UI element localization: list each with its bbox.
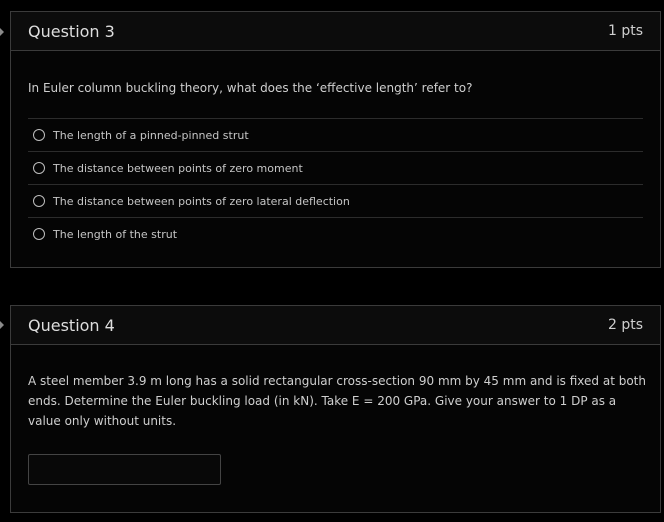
question-4-points: 2 pts: [607, 317, 643, 333]
radio-button[interactable]: [33, 162, 45, 174]
radio-button[interactable]: [33, 228, 45, 240]
question-3-text: In Euler column buckling theory, what does the ‘effective length’ refer to?: [28, 81, 473, 95]
answer-option-label: The length of a pinned-pinned strut: [53, 128, 249, 142]
answer-input[interactable]: [28, 454, 221, 485]
answer-option-3[interactable]: [28, 184, 643, 217]
question-4-text-line: value only without units.: [28, 414, 177, 428]
question-3-answers: [28, 118, 643, 250]
question-4-text-line: ends. Determine the Euler buckling load (in kN). Take E = 200 GPa. Give your answer to 1 DP as a: [28, 394, 617, 408]
answer-option-label: The length of the strut: [53, 227, 178, 241]
question-3-points: 1 pts: [607, 23, 643, 39]
answer-option-label: The distance between points of zero moment: [53, 161, 303, 175]
question-3-marker-icon: [0, 28, 4, 36]
radio-button[interactable]: [33, 129, 45, 141]
question-4-marker-icon: [0, 321, 4, 329]
answer-option-4[interactable]: [28, 217, 643, 250]
question-4-text-line: A steel member 3.9 m long has a solid rectangular cross-section 90 mm by 45 mm and is fixed at both: [28, 374, 646, 388]
question-4-title: Question 4: [28, 315, 115, 335]
question-4-text: [28, 371, 648, 431]
question-3-header: [11, 12, 660, 51]
radio-button[interactable]: [33, 195, 45, 207]
answer-option-1[interactable]: [28, 118, 643, 151]
question-4-header: [11, 306, 660, 345]
answer-option-2[interactable]: [28, 151, 643, 184]
question-3-title: Question 3: [28, 21, 115, 41]
question-3-card: [10, 11, 661, 268]
answer-option-label: The distance between points of zero lateral deflection: [53, 194, 350, 208]
question-4-card: [10, 305, 661, 513]
